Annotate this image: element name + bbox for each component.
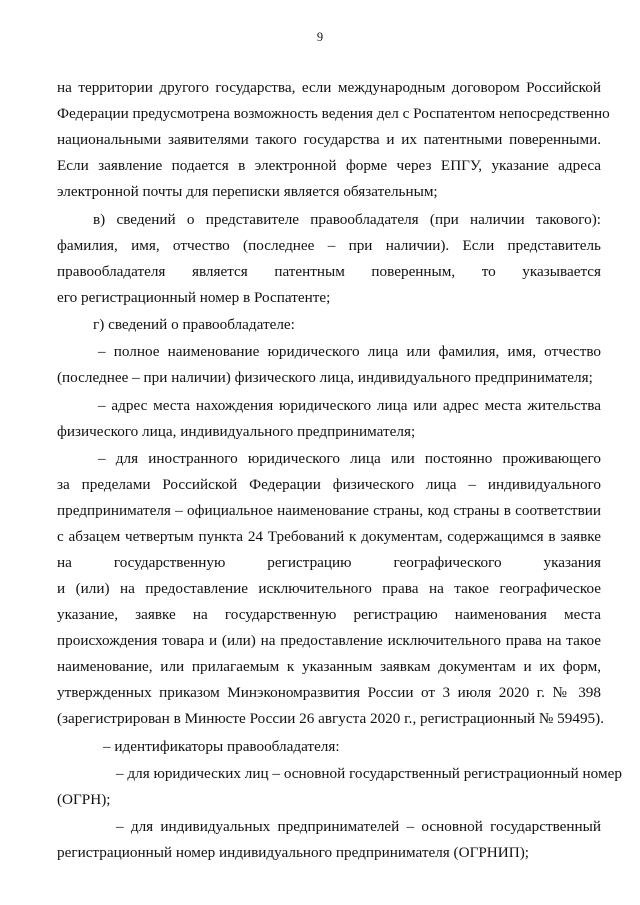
text-line: – полное наименование юридического лица или фамилия, имя, отчество (98, 343, 601, 360)
text-line: происхождения товара и (или) на предоставление исключительного права на такое (57, 632, 601, 649)
text-line: (зарегистрирован в Минюсте России 26 августа 2020 г., регистрационный № 59495). (57, 710, 604, 727)
text-line: регистрационный номер индивидуального предпринимателя (ОГРНИП); (57, 844, 529, 861)
text-line: правообладателя является патентным поверенным, то указывается (57, 263, 601, 280)
text-line: указание, заявке на государственную регистрацию наименования места (57, 606, 601, 623)
page-number: 9 (316, 30, 324, 44)
text-line: фамилия, имя, отчество (последнее – при наличии). Если представитель (57, 237, 601, 254)
text-line: в) сведений о представителе правообладателя (при наличии такового): (93, 211, 601, 228)
text-line: предпринимателя – официальное наименование страны, код страны в соответствии (57, 502, 601, 519)
text-line: наименование, или прилагаемым к указанным заявкам документам и их форм, (57, 658, 601, 675)
text-line: на государственную регистрацию географического указания (57, 554, 601, 571)
text-line: электронной почты для переписки является обязательным; (57, 183, 438, 200)
text-line: г) сведений о правообладателе: (93, 316, 295, 333)
text-line: – идентификаторы правообладателя: (103, 738, 340, 755)
text-line: (последнее – при наличии) физического лица, индивидуального предпринимателя; (57, 369, 593, 386)
text-line: с абзацем четвертым пункта 24 Требований к документам, содержащимся в заявке (57, 528, 601, 545)
text-line: Если заявление подается в электронной форме через ЕПГУ, указание адреса (57, 157, 601, 174)
text-line: – для иностранного юридического лица или постоянно проживающего (98, 450, 601, 467)
text-line: на территории другого государства, если международным договором Российской (57, 79, 601, 96)
text-line: физического лица, индивидуального предпринимателя; (57, 423, 416, 440)
text-line: и (или) на предоставление исключительного права на такое географическое (57, 580, 601, 597)
text-line: за пределами Российской Федерации физического лица – индивидуального (57, 476, 601, 493)
text-line: его регистрационный номер в Роспатенте; (57, 289, 331, 306)
text-line: национальными заявителями такого государства и их патентными поверенными. (57, 131, 601, 148)
text-line: Федерации предусмотрена возможность ведения дел с Роспатентом непосредственно (57, 105, 610, 122)
text-line: (ОГРН); (57, 791, 111, 808)
text-line: – для юридических лиц – основной государственный регистрационный номер (116, 765, 622, 782)
text-line: – для индивидуальных предпринимателей – основной государственный (116, 818, 601, 835)
text-line: – адрес места нахождения юридического лица или адрес места жительства (98, 397, 601, 414)
text-line: утвержденных приказом Минэкономразвития России от 3 июля 2020 г. № 398 (57, 684, 601, 701)
